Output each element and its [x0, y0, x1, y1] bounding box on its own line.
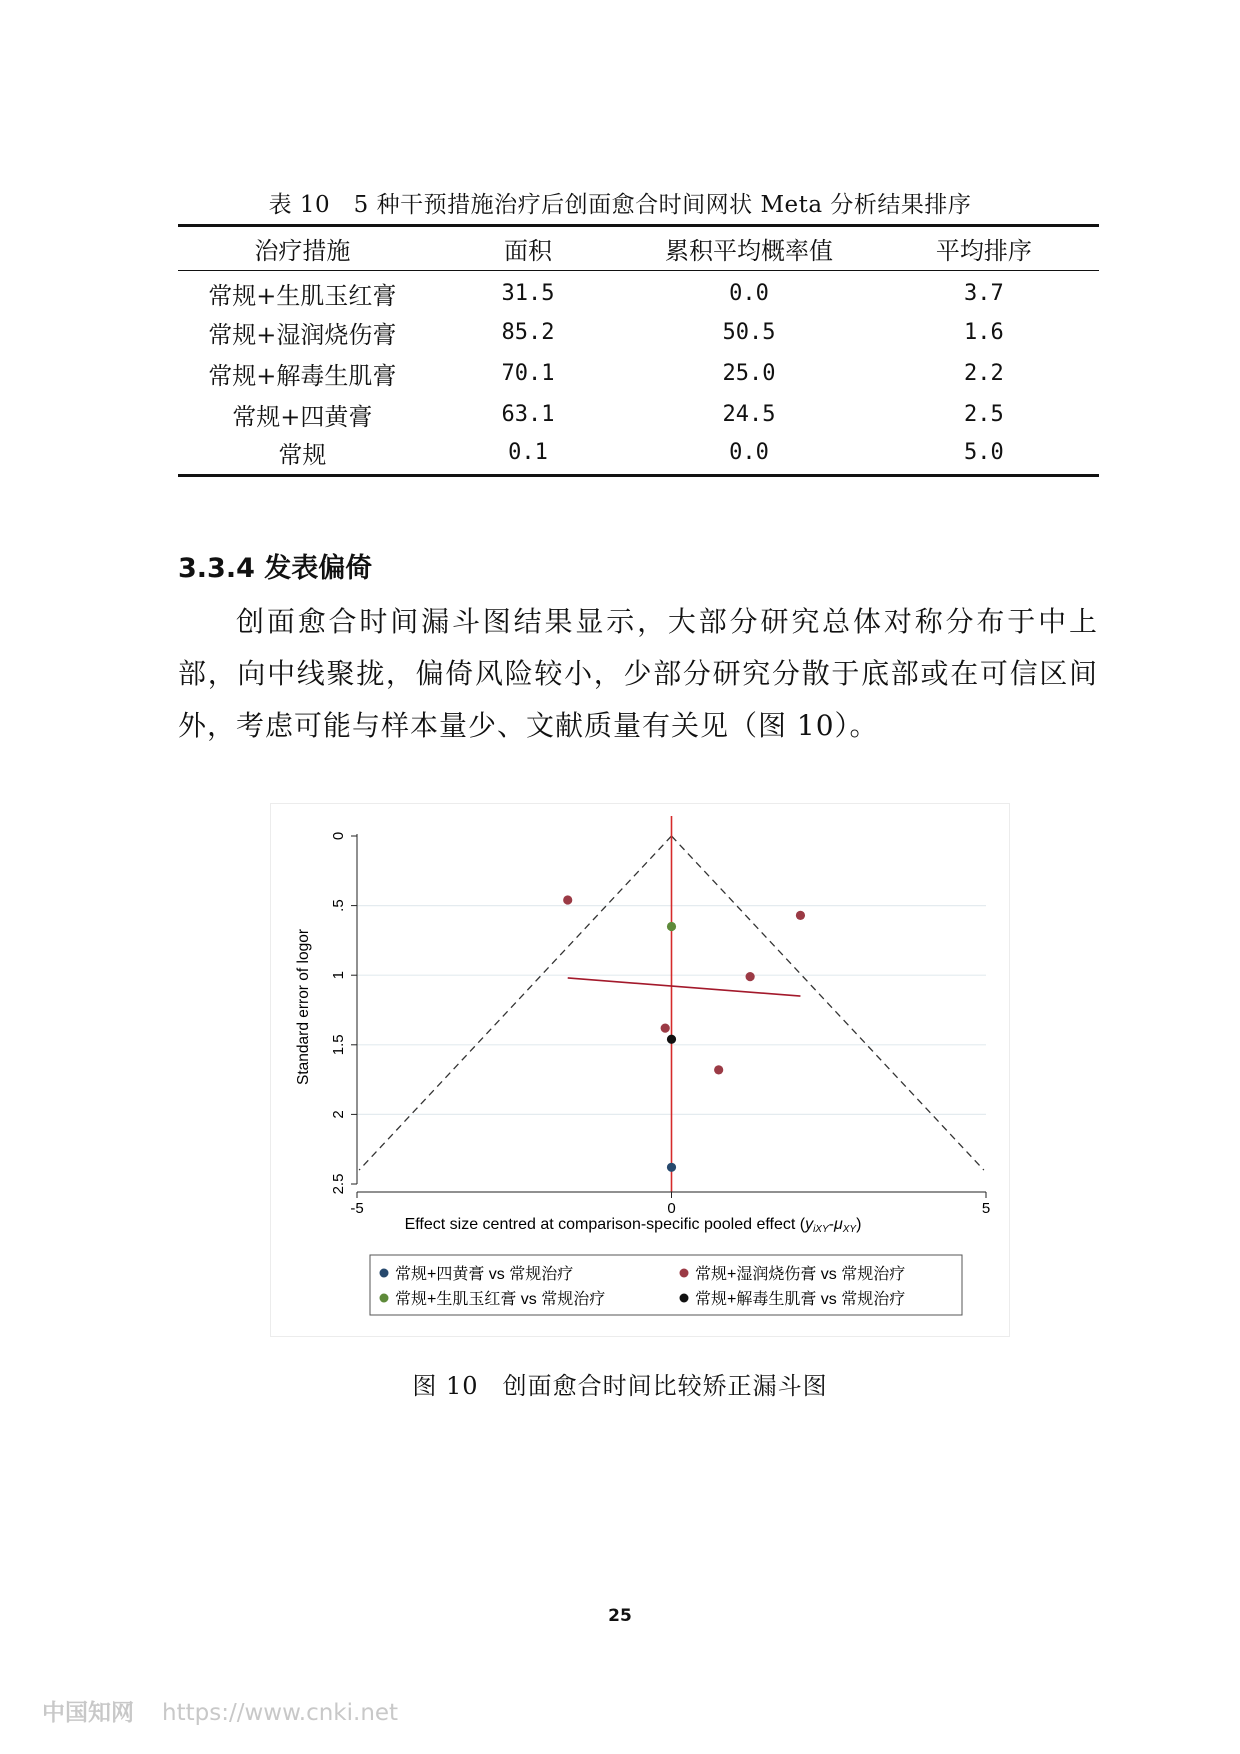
x-tick-label: -5 — [350, 1200, 364, 1217]
table-row — [178, 271, 1099, 312]
legend-swatch — [680, 1269, 689, 1278]
table-cell: 0.0 — [729, 280, 769, 306]
table-cell: 31.5 — [501, 280, 555, 306]
x-axis-label-sub2: XY — [842, 1224, 857, 1235]
x-axis-label — [405, 1216, 862, 1235]
table-cell: 常规+解毒生肌膏 — [208, 361, 397, 390]
table-cell: 0.0 — [629, 435, 868, 476]
y-tick-label: 2.5 — [330, 1173, 347, 1195]
funnel-plot-frame — [270, 803, 1010, 1337]
figure-title: 创面愈合时间比较矫正漏斗图 — [502, 1372, 828, 1400]
table-cell: 3.7 — [963, 280, 1004, 306]
table-cell: 常规 — [178, 435, 427, 476]
table-cell: 5.0 — [869, 435, 1099, 476]
table-cell: 25.0 — [722, 360, 776, 386]
y-tick-label: .5 — [330, 899, 347, 912]
table-row — [178, 394, 1099, 435]
table-cell: 63.1 — [501, 401, 555, 427]
legend — [370, 1255, 962, 1315]
figure-caption — [0, 1366, 1240, 1401]
table-cell: 常规+生肌玉红膏 — [208, 281, 397, 310]
footer-brand: 中国知网 — [42, 1700, 134, 1726]
footer-url: https://www.cnki.net — [162, 1700, 399, 1726]
funnel-left-bound — [359, 836, 671, 1170]
column-header: 平均排序 — [869, 226, 1099, 271]
column-header: 治疗措施 — [178, 226, 427, 271]
table-row — [178, 312, 1099, 353]
x-axis-label-mu: μ — [833, 1216, 843, 1233]
axes — [330, 832, 990, 1217]
funnel-right-bound — [672, 836, 984, 1170]
ranking-table — [178, 224, 1099, 477]
table-cell: 50.5 — [722, 319, 776, 345]
data-point — [714, 1065, 723, 1074]
legend-label: 常规+生肌玉红膏 vs 常规治疗 — [395, 1291, 606, 1308]
table-cell: 24.5 — [722, 401, 776, 427]
body-paragraph: 创面愈合时间漏斗图结果显示，大部分研究总体对称分布于中上部，向中线聚拢，偏倚风险较小，少部分研究分散于底部或在可信区间外，考虑可能与样本量少、文献质量有关见（图 10）。 — [178, 605, 1098, 742]
x-tick-label: 0 — [667, 1200, 676, 1217]
page-number: 25 — [608, 1606, 632, 1626]
x-axis-label-text: Effect size centred at comparison-specific pooled effect ( — [404, 1216, 806, 1233]
funnel-plot — [271, 804, 1009, 1336]
data-point — [667, 1163, 676, 1172]
x-axis-label-var: y — [805, 1216, 814, 1233]
legend-swatch — [680, 1294, 689, 1303]
funnel-lines — [359, 816, 984, 1192]
table-cell: 70.1 — [501, 360, 555, 386]
table-cell: 常规+四黄膏 — [232, 402, 373, 431]
legend-label: 常规+解毒生肌膏 vs 常规治疗 — [695, 1291, 906, 1308]
table-cell: 常规+湿润烧伤膏 — [208, 320, 397, 349]
data-point — [746, 972, 755, 981]
watermark-footer — [42, 1694, 398, 1727]
table-row — [178, 353, 1099, 394]
table-cell: 2.2 — [963, 360, 1004, 386]
legend-swatch — [380, 1294, 389, 1303]
x-tick-label: 5 — [981, 1200, 991, 1217]
legend-swatch — [380, 1269, 389, 1278]
x-axis-label-sub: iXY — [813, 1224, 829, 1235]
table-cell: 2.5 — [963, 401, 1004, 427]
table-row — [178, 435, 1099, 476]
regression-line — [568, 978, 801, 996]
column-header: 面积 — [427, 226, 630, 271]
column-header: 累积平均概率值 — [629, 226, 868, 271]
legend-label: 常规+四黄膏 vs 常规治疗 — [395, 1266, 574, 1283]
table-cell: 0.1 — [427, 435, 630, 476]
data-point — [796, 911, 805, 920]
figure-label: 图 10 — [412, 1372, 479, 1400]
y-tick-label: 0 — [330, 831, 347, 841]
table-cell: 85.2 — [501, 319, 555, 345]
data-points — [563, 895, 805, 1171]
y-tick-label: 1.5 — [330, 1034, 347, 1056]
section-heading: 3.3.4 发表偏倚 — [178, 553, 373, 584]
table-header-row — [178, 226, 1099, 271]
y-tick-label: 1 — [330, 971, 347, 980]
data-point — [563, 895, 572, 904]
x-axis-label-dash: - — [828, 1216, 834, 1233]
y-tick-label: 2 — [330, 1110, 347, 1119]
y-axis-label: Standard error of logor — [295, 929, 312, 1085]
data-point — [661, 1023, 670, 1032]
x-axis-label-paren: ) — [856, 1216, 862, 1233]
legend-label: 常规+湿润烧伤膏 vs 常规治疗 — [695, 1266, 906, 1283]
data-point — [667, 1035, 676, 1044]
table-caption: 表 10 5 种干预措施治疗后创面愈合时间网状 Meta 分析结果排序 — [268, 192, 972, 218]
data-point — [667, 922, 676, 931]
table-cell: 1.6 — [963, 319, 1004, 345]
